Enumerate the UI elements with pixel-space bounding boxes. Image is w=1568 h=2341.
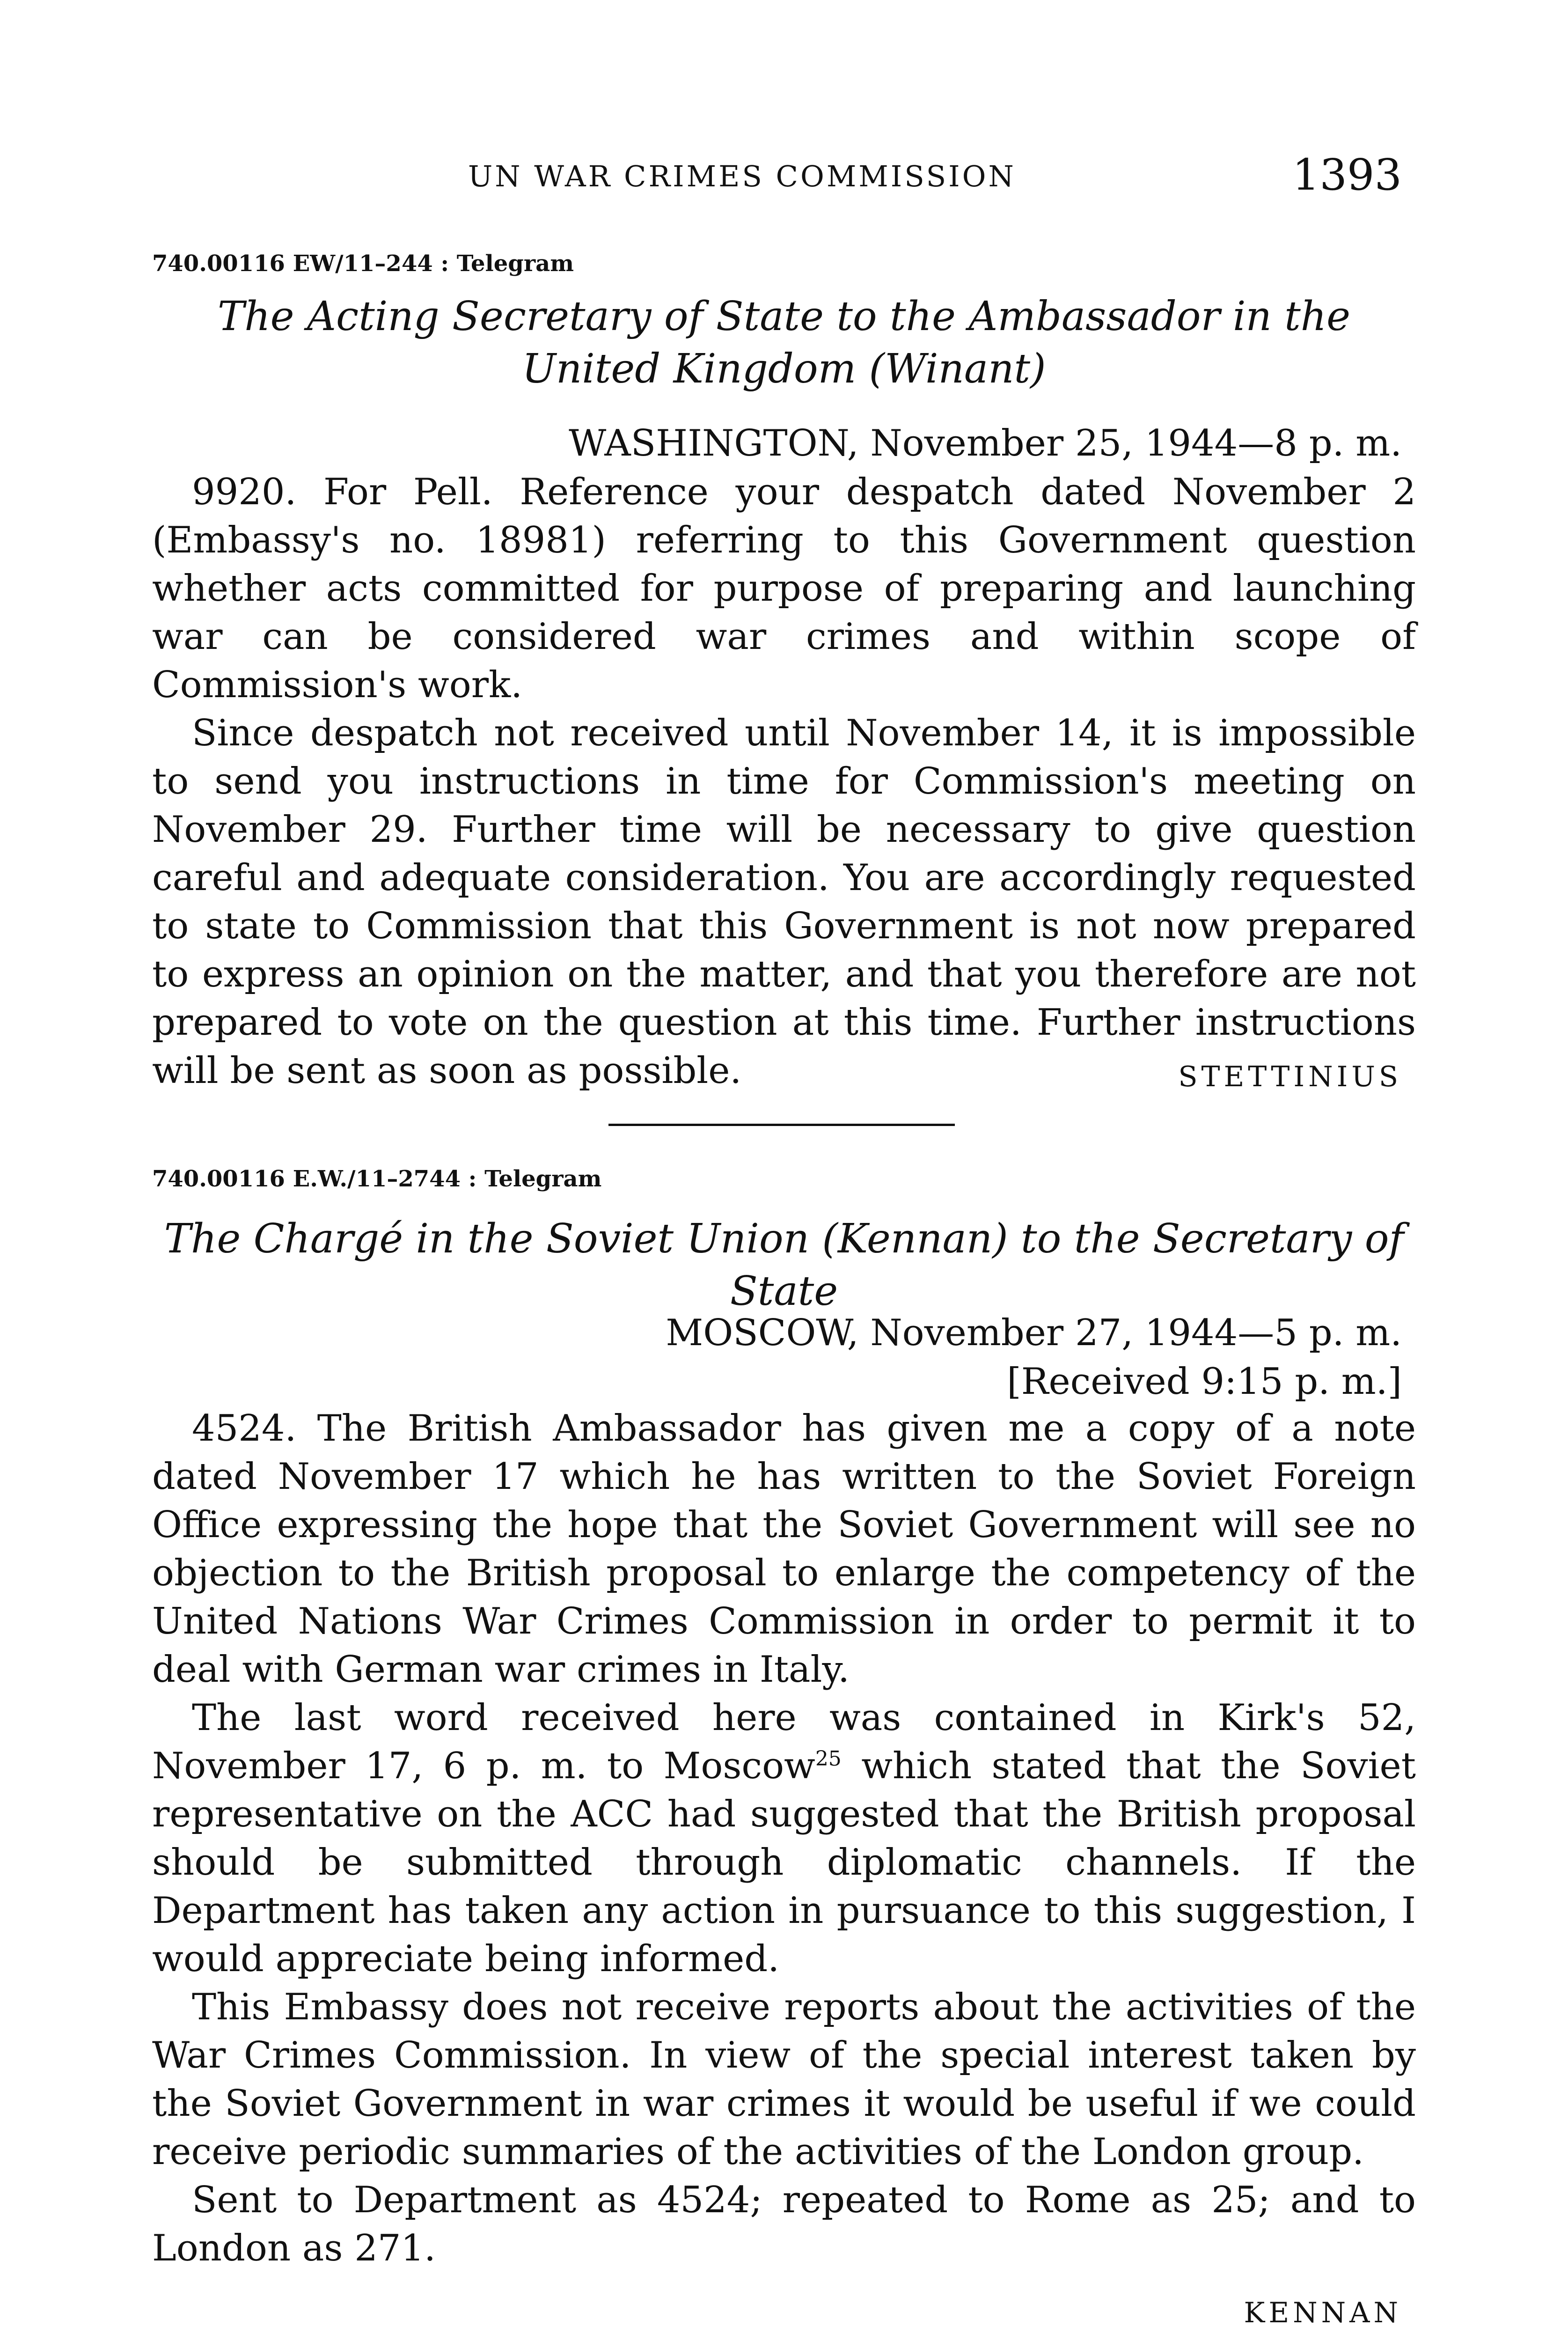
document-title-2: The Chargé in the Soviet Union (Kennan) to the Secretary of State: [164, 1215, 1404, 1315]
paragraph-text: which stated that the Soviet representative on the ACC had suggested that the British proposal should be submitted through diplomatic channels. If the Department has taken any action in pursuance to this suggestion, I would appreciate being informed.: [152, 1745, 1416, 1980]
dateline-2: [666, 1309, 1402, 1406]
section-divider: [608, 1124, 955, 1126]
paragraph: [152, 1694, 1416, 1983]
paragraph: Since despatch not received until November 14, it is impossible to send you instructions in time for Commission's meeting on November 29. Further time will be necessary to give question careful and adequate consideration. You are accordingly requested to state to Commission that this Government is not now prepared to express an opinion on the matter, and that you therefore are not prepared to vote on the question at this time. Further instructions will be sent as soon as possible.: [152, 712, 1416, 1092]
page-number: 1393: [1292, 150, 1402, 200]
dateline-text: MOSCOW, November 27, 1944—5 p. m.: [666, 1312, 1402, 1354]
received-time: [Received 9:15 p. m.]: [1007, 1361, 1402, 1403]
footnote-reference: 25: [815, 1747, 842, 1771]
document-body-1: [152, 468, 1416, 1095]
running-head: UN WAR CRIMES COMMISSION: [468, 159, 1016, 193]
file-reference-2: 740.00116 E.W./11–2744 : Telegram: [152, 1166, 602, 1192]
document-body-2: [152, 1405, 1416, 2273]
file-reference-1: 740.00116 EW/11–244 : Telegram: [152, 250, 574, 277]
dateline-1: WASHINGTON, November 25, 1944—8 p. m.: [569, 422, 1402, 464]
paragraph: 9920. For Pell. Reference your despatch dated November 2 (Embassy's no. 18981) referring to this Government question whether acts committed for purpose of preparing and launching war can be considered war crimes and within scope of Commission's work.: [152, 471, 1416, 706]
paragraph: 4524. The British Ambassador has given me a copy of a note dated November 17 which he has written to the Soviet Foreign Office expressing the hope that the Soviet Government will see no objection to the British proposal to enlarge the competency of the United Nations War Crimes Commission in order to permit it to deal with German war crimes in Italy.: [152, 1407, 1416, 1691]
signature-2: KENNAN: [1244, 2297, 1402, 2329]
paragraph: Sent to Department as 4524; repeated to Rome as 25; and to London as 271.: [152, 2179, 1416, 2269]
document-title-1: The Acting Secretary of State to the Ambassador in the United Kingdom (Winant): [217, 293, 1351, 392]
signature-1: STETTINIUS: [1178, 1060, 1402, 1093]
paragraph-text: The last word received here was contained in Kirk's 52, November 17, 6 p. m. to Moscow: [152, 1697, 1416, 1787]
paragraph: This Embassy does not receive reports about the activities of the War Crimes Commission. In view of the special interest taken by the Soviet Government in war crimes it would be useful if we could receive periodic summaries of the activities of the London group.: [152, 1986, 1416, 2173]
